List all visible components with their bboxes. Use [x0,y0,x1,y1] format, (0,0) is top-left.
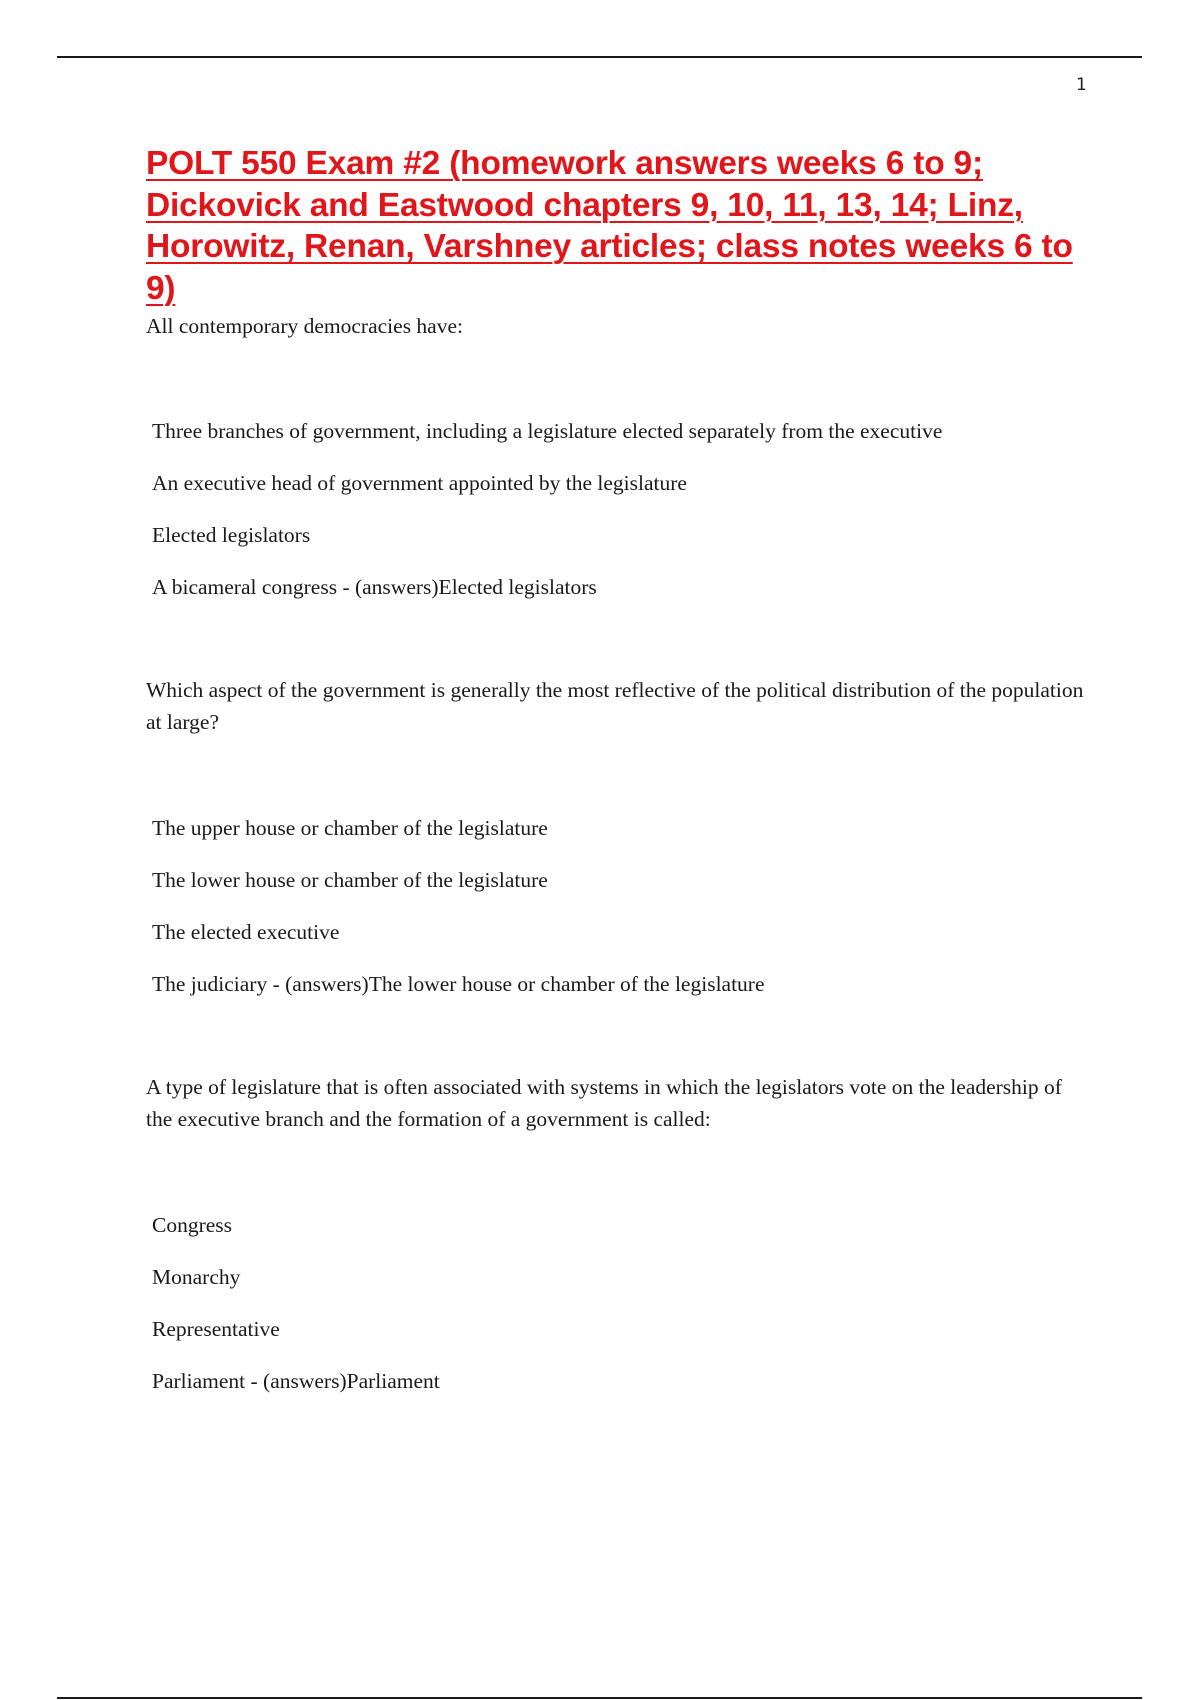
question-2-option-3: The elected executive [152,920,340,944]
question-1-option-4: A bicameral congress - (answers)Elected legislators [152,575,597,599]
question-2-option-1: The upper house or chamber of the legislature [152,816,548,840]
question-2-option-4: The judiciary - (answers)The lower house or chamber of the legislature [152,972,765,996]
footer-rule [57,1697,1142,1699]
document-title: POLT 550 Exam #2 (homework answers weeks 6 to 9; Dickovick and Eastwood chapters 9, 10, 11, 13, 14; Linz, Horowitz, Renan, Varshney articles; class notes weeks 6 to 9) [146,145,1073,307]
page-number: 1 [1076,75,1087,95]
question-1-prompt: All contemporary democracies have: [146,314,463,338]
question-1-option-1: Three branches of government, including a legislature elected separately from the executive [152,419,943,443]
header-rule [57,56,1142,58]
question-1-option-2: An executive head of government appointed by the legislature [152,471,687,495]
question-3-option-1: Congress [152,1213,233,1237]
question-1-option-3: Elected legislators [152,523,311,547]
question-2-option-2: The lower house or chamber of the legislature [152,868,548,892]
question-2-prompt: Which aspect of the government is generally the most reflective of the political distribution of the population at large? [146,678,1084,734]
question-3-prompt: A type of legislature that is often associated with systems in which the legislators vote on the leadership of the executive branch and the formation of a government is called: [146,1075,1062,1131]
question-3-option-4: Parliament - (answers)Parliament [152,1369,440,1393]
question-3-option-3: Representative [152,1317,280,1341]
question-3-option-2: Monarchy [152,1265,241,1289]
